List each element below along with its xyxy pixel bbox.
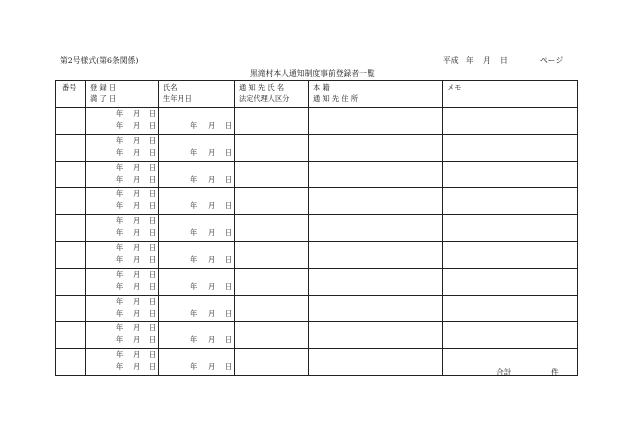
registration-year: 年 <box>116 269 124 279</box>
header-number <box>56 81 86 108</box>
number-cell[interactable] <box>56 349 86 376</box>
expiry-day: 日 <box>149 147 157 157</box>
memo-cell[interactable] <box>443 188 578 215</box>
register-table <box>55 80 578 376</box>
registration-month: 月 <box>133 109 141 118</box>
expiry-day: 日 <box>149 174 157 184</box>
number-cell[interactable] <box>56 134 86 161</box>
notify-cell[interactable] <box>235 161 309 188</box>
birth-month: 月 <box>208 147 216 157</box>
birth-year: 年 <box>190 335 198 345</box>
expiry-year: 年 <box>116 254 124 264</box>
expiry-day: 日 <box>149 228 157 238</box>
number-cell[interactable] <box>56 295 86 322</box>
birth-day: 日 <box>225 308 233 318</box>
form-label: 第2号様式(第6条関係) <box>60 56 139 65</box>
header-person <box>159 81 235 108</box>
notify-cell[interactable] <box>235 215 309 242</box>
notify-cell[interactable] <box>235 241 309 268</box>
registration-day: 日 <box>149 216 157 226</box>
birth-year: 年 <box>190 308 198 318</box>
table-row <box>56 108 578 135</box>
memo-cell[interactable] <box>443 134 578 161</box>
table-row <box>56 322 578 349</box>
table-row <box>56 215 578 242</box>
notify-cell[interactable] <box>235 134 309 161</box>
expiry-month: 月 <box>133 201 141 211</box>
birth-month: 月 <box>208 362 216 372</box>
birth-year: 年 <box>190 228 198 238</box>
header-memo-label: メモ <box>447 83 462 92</box>
birth-month: 月 <box>208 254 216 264</box>
birth-year: 年 <box>190 201 198 211</box>
registration-year: 年 <box>116 109 124 118</box>
header-notify <box>235 81 309 108</box>
number-cell[interactable] <box>56 161 86 188</box>
expiry-year: 年 <box>116 281 124 291</box>
expiry-year: 年 <box>116 335 124 345</box>
registration-day: 日 <box>149 135 157 145</box>
header-memo <box>443 81 578 108</box>
address-cell[interactable] <box>309 268 443 295</box>
expiry-day: 日 <box>149 362 157 372</box>
address-cell[interactable] <box>309 134 443 161</box>
expiry-month: 月 <box>133 174 141 184</box>
person-cell[interactable] <box>159 188 235 215</box>
header-page: ページ <box>540 56 564 65</box>
registration-year: 年 <box>116 216 124 226</box>
total-label: 合計 <box>496 368 512 377</box>
dates-cell[interactable] <box>86 215 159 242</box>
header-name: 氏名 <box>163 83 178 92</box>
memo-cell[interactable] <box>443 241 578 268</box>
expiry-year: 年 <box>116 308 124 318</box>
number-cell[interactable] <box>56 241 86 268</box>
expiry-year: 年 <box>116 201 124 211</box>
expiry-day: 日 <box>149 281 157 291</box>
dates-cell[interactable] <box>86 295 159 322</box>
expiry-day: 日 <box>149 308 157 318</box>
expiry-year: 年 <box>116 174 124 184</box>
header-expiry-date: 満 了 日 <box>90 94 117 103</box>
memo-cell[interactable] <box>443 295 578 322</box>
registration-month: 月 <box>133 350 141 360</box>
expiry-month: 月 <box>133 121 141 130</box>
memo-cell[interactable] <box>443 108 578 135</box>
registration-day: 日 <box>149 350 157 360</box>
birth-day: 日 <box>225 281 233 291</box>
birth-day: 日 <box>225 254 233 264</box>
birth-day: 日 <box>225 362 233 372</box>
registration-day: 日 <box>149 269 157 279</box>
header-day: 日 <box>500 56 508 65</box>
header-dates <box>86 81 159 108</box>
birth-year: 年 <box>190 174 198 184</box>
notify-cell[interactable] <box>235 322 309 349</box>
memo-cell[interactable] <box>443 268 578 295</box>
header-birth-date: 生年月日 <box>163 94 192 103</box>
person-cell[interactable] <box>159 134 235 161</box>
header-domicile: 本 籍 <box>313 83 330 92</box>
expiry-month: 月 <box>133 281 141 291</box>
birth-day: 日 <box>225 201 233 211</box>
header-era: 平成 <box>443 56 459 65</box>
registration-day: 日 <box>149 242 157 252</box>
address-cell[interactable] <box>309 215 443 242</box>
address-cell[interactable] <box>309 295 443 322</box>
birth-month: 月 <box>208 281 216 291</box>
address-cell[interactable] <box>309 322 443 349</box>
registration-month: 月 <box>133 135 141 145</box>
person-cell[interactable] <box>159 268 235 295</box>
birth-month: 月 <box>208 201 216 211</box>
dates-cell[interactable] <box>86 134 159 161</box>
registration-month: 月 <box>133 296 141 306</box>
header-registration-date: 登 録 日 <box>90 83 117 92</box>
header-notify-address: 通 知 先 住 所 <box>313 94 359 103</box>
table-header-row <box>56 81 578 108</box>
dates-cell[interactable] <box>86 322 159 349</box>
birth-day: 日 <box>225 335 233 345</box>
number-cell[interactable] <box>56 268 86 295</box>
person-cell[interactable] <box>159 295 235 322</box>
table-row <box>56 268 578 295</box>
expiry-day: 日 <box>149 201 157 211</box>
table-row <box>56 161 578 188</box>
birth-day: 日 <box>225 121 233 130</box>
registration-month: 月 <box>133 162 141 172</box>
header-agent-type: 法定代理人区分 <box>239 94 290 103</box>
dates-cell[interactable] <box>86 268 159 295</box>
address-cell[interactable] <box>309 161 443 188</box>
birth-month: 月 <box>208 228 216 238</box>
expiry-month: 月 <box>133 254 141 264</box>
table-row <box>56 295 578 322</box>
person-cell[interactable] <box>159 108 235 135</box>
expiry-year: 年 <box>116 147 124 157</box>
header-year: 年 <box>466 56 474 65</box>
number-cell[interactable] <box>56 215 86 242</box>
registration-month: 月 <box>133 189 141 199</box>
header-number-label: 番号 <box>62 83 77 92</box>
registration-day: 日 <box>149 162 157 172</box>
notify-cell[interactable] <box>235 188 309 215</box>
expiry-day: 日 <box>149 335 157 345</box>
person-cell[interactable] <box>159 161 235 188</box>
registration-year: 年 <box>116 296 124 306</box>
memo-cell[interactable] <box>443 322 578 349</box>
notify-cell[interactable] <box>235 349 309 376</box>
birth-month: 月 <box>208 308 216 318</box>
birth-month: 月 <box>208 335 216 345</box>
registration-year: 年 <box>116 189 124 199</box>
count-unit: 件 <box>551 368 559 377</box>
birth-year: 年 <box>190 281 198 291</box>
header-address <box>309 81 443 108</box>
person-cell[interactable] <box>159 215 235 242</box>
dates-cell[interactable] <box>86 108 159 135</box>
birth-year: 年 <box>190 147 198 157</box>
birth-year: 年 <box>190 362 198 372</box>
birth-year: 年 <box>190 121 198 130</box>
address-cell[interactable] <box>309 241 443 268</box>
registration-month: 月 <box>133 323 141 333</box>
expiry-month: 月 <box>133 308 141 318</box>
number-cell[interactable] <box>56 188 86 215</box>
memo-cell[interactable] <box>443 215 578 242</box>
registration-year: 年 <box>116 135 124 145</box>
table-row <box>56 241 578 268</box>
dates-cell[interactable] <box>86 349 159 376</box>
person-cell[interactable] <box>159 349 235 376</box>
registration-day: 日 <box>149 296 157 306</box>
table-body <box>56 108 578 376</box>
birth-day: 日 <box>225 228 233 238</box>
registration-year: 年 <box>116 162 124 172</box>
registration-month: 月 <box>133 242 141 252</box>
address-cell[interactable] <box>309 188 443 215</box>
expiry-year: 年 <box>116 121 124 130</box>
registration-year: 年 <box>116 323 124 333</box>
table-row <box>56 134 578 161</box>
address-cell[interactable] <box>309 108 443 135</box>
notify-cell[interactable] <box>235 108 309 135</box>
table-row <box>56 188 578 215</box>
notify-cell[interactable] <box>235 268 309 295</box>
expiry-day: 日 <box>149 254 157 264</box>
expiry-day: 日 <box>149 121 157 130</box>
person-cell[interactable] <box>159 322 235 349</box>
header-notify-name: 通 知 先 氏 名 <box>239 83 285 92</box>
number-cell[interactable] <box>56 108 86 135</box>
registration-year: 年 <box>116 350 124 360</box>
dates-cell[interactable] <box>86 188 159 215</box>
expiry-month: 月 <box>133 147 141 157</box>
birth-day: 日 <box>225 147 233 157</box>
memo-cell[interactable] <box>443 161 578 188</box>
number-cell[interactable] <box>56 322 86 349</box>
dates-cell[interactable] <box>86 161 159 188</box>
birth-year: 年 <box>190 254 198 264</box>
birth-day: 日 <box>225 174 233 184</box>
document-title: 黒滝村本人通知制度事前登録者一覧 <box>250 69 375 78</box>
person-cell[interactable] <box>159 241 235 268</box>
expiry-year: 年 <box>116 362 124 372</box>
expiry-year: 年 <box>116 228 124 238</box>
registration-month: 月 <box>133 216 141 226</box>
registration-day: 日 <box>149 109 157 118</box>
registration-month: 月 <box>133 269 141 279</box>
dates-cell[interactable] <box>86 241 159 268</box>
address-cell[interactable] <box>309 349 443 376</box>
birth-month: 月 <box>208 174 216 184</box>
expiry-month: 月 <box>133 362 141 372</box>
header-month: 月 <box>483 56 491 65</box>
birth-month: 月 <box>208 121 216 130</box>
registration-day: 日 <box>149 189 157 199</box>
expiry-month: 月 <box>133 335 141 345</box>
notify-cell[interactable] <box>235 295 309 322</box>
registration-day: 日 <box>149 323 157 333</box>
registration-year: 年 <box>116 242 124 252</box>
expiry-month: 月 <box>133 228 141 238</box>
